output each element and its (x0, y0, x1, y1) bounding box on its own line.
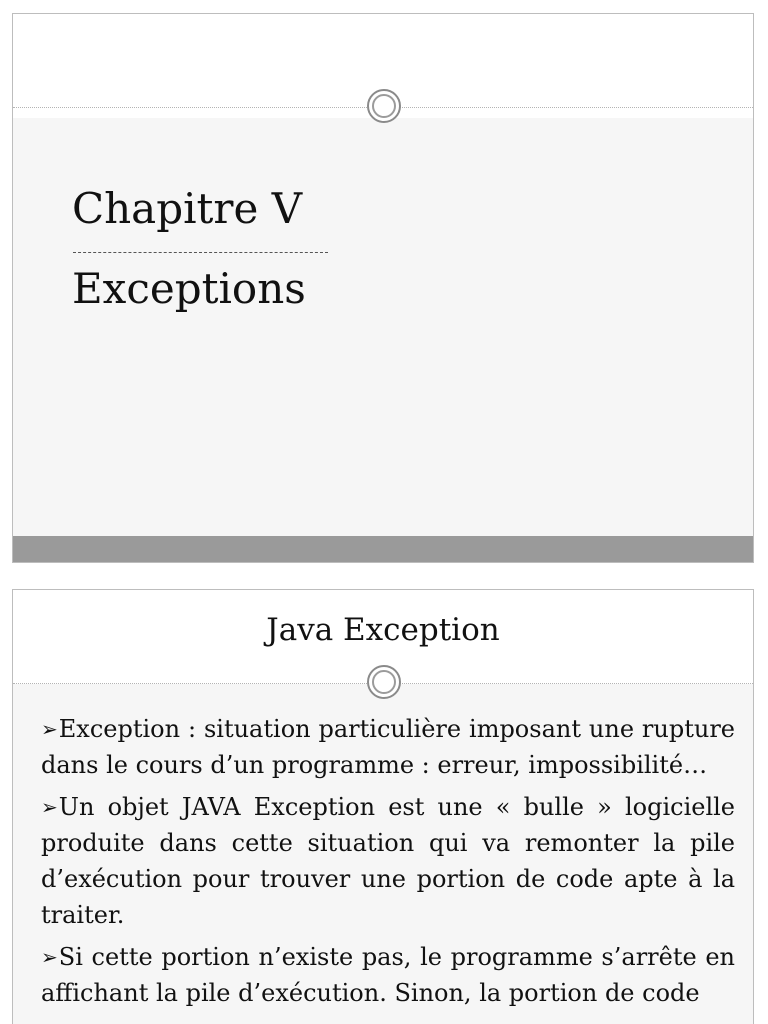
bullet-list (41, 711, 735, 1017)
arrowhead-bullet-icon: ➢ (41, 717, 58, 741)
arrowhead-bullet-icon: ➢ (41, 945, 58, 969)
title-dashed-rule (73, 252, 328, 253)
arrowhead-bullet-icon: ➢ (41, 795, 58, 819)
slide-body-band (13, 118, 753, 538)
bullet-text: Un objet JAVA Exception est une « bulle » logicielle produite dans cette situation qui va remonter la pile d’exécution pour trouver une portion de code apte à la traiter. (41, 793, 735, 929)
bullet-text: Si cette portion n’existe pas, le programme s’arrête en affichant la pile d’exécution. Sinon, la portion de code (41, 943, 735, 1007)
ring-ornament-icon (367, 89, 401, 123)
bullet-item (41, 711, 735, 783)
bullet-text: Exception : situation particulière imposant une rupture dans le cours d’un programme : erreur, impossibilité… (41, 715, 735, 779)
content-slide (12, 589, 754, 1024)
slide-footer-bar (13, 536, 753, 562)
slide-title: Java Exception (266, 612, 500, 648)
chapter-subtitle: Exceptions (72, 264, 306, 313)
bullet-item (41, 939, 735, 1011)
chapter-title: Chapitre V (72, 184, 303, 233)
title-slide (12, 13, 754, 563)
ring-ornament-icon (367, 665, 401, 699)
bullet-item (41, 789, 735, 933)
